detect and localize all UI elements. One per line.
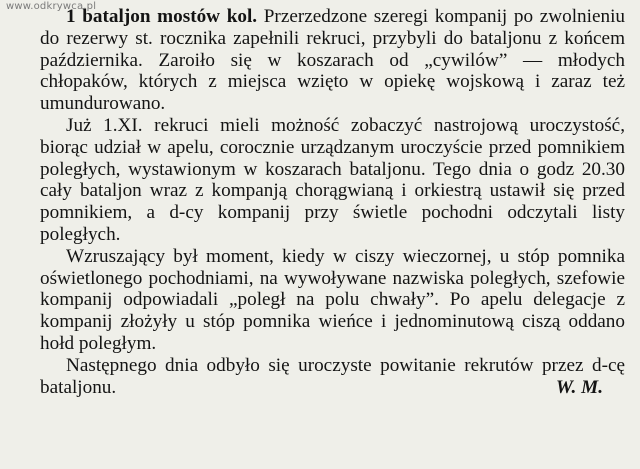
site-watermark: www.odkrywca.pl	[6, 1, 97, 12]
author-signature: W. M.	[555, 376, 603, 398]
article-lead-heading: 1 bataljon mostów kol.	[66, 6, 258, 27]
paragraph-1-text: Przerzedzone szeregi kompanij po zwolnieniu do rezerwy st. rocznika zapełnili rekruci, przybyli do bataljonu z końcem października. Zaroiło się w koszarach od „cywilów” — młodych chłopaków, których z miejsca wzięto w opiekę wojskową i zaraz też umundurowano.	[40, 6, 625, 115]
article-paragraph-1	[40, 6, 625, 115]
newspaper-article	[40, 6, 625, 398]
article-paragraph-4	[40, 355, 625, 399]
article-paragraph-2: Już 1.XI. rekruci mieli możność zobaczyć nastrojową uroczystość, biorąc udział w apelu, corocznie urządzanym uroczyście przed pomnikiem poległych, wystawionym w koszarach bataljonu. Tego dnia o godz 20.30 cały bataljon wraz z kompanją chorągwianą i orkiestrą ustawił się przed pomnikiem, a d-cy kompanij przy świetle pochodni odczytali listy poległych.	[40, 114, 625, 245]
paragraph-4-text: Następnego dnia odbyło się uroczyste powitanie rekrutów przez d-cę bataljonu.	[40, 354, 625, 398]
article-paragraph-3: Wzruszający był moment, kiedy w ciszy wieczornej, u stóp pomnika oświetlonego pochodniami, na wywoływane nazwiska poległych, szefowie kompanij odpowiadali „poległ na polu chwały”. Po apelu delegacje z kompanij złożyły u stóp pomnika wieńce i jednominutową ciszą oddano hołd poległym.	[40, 245, 625, 354]
